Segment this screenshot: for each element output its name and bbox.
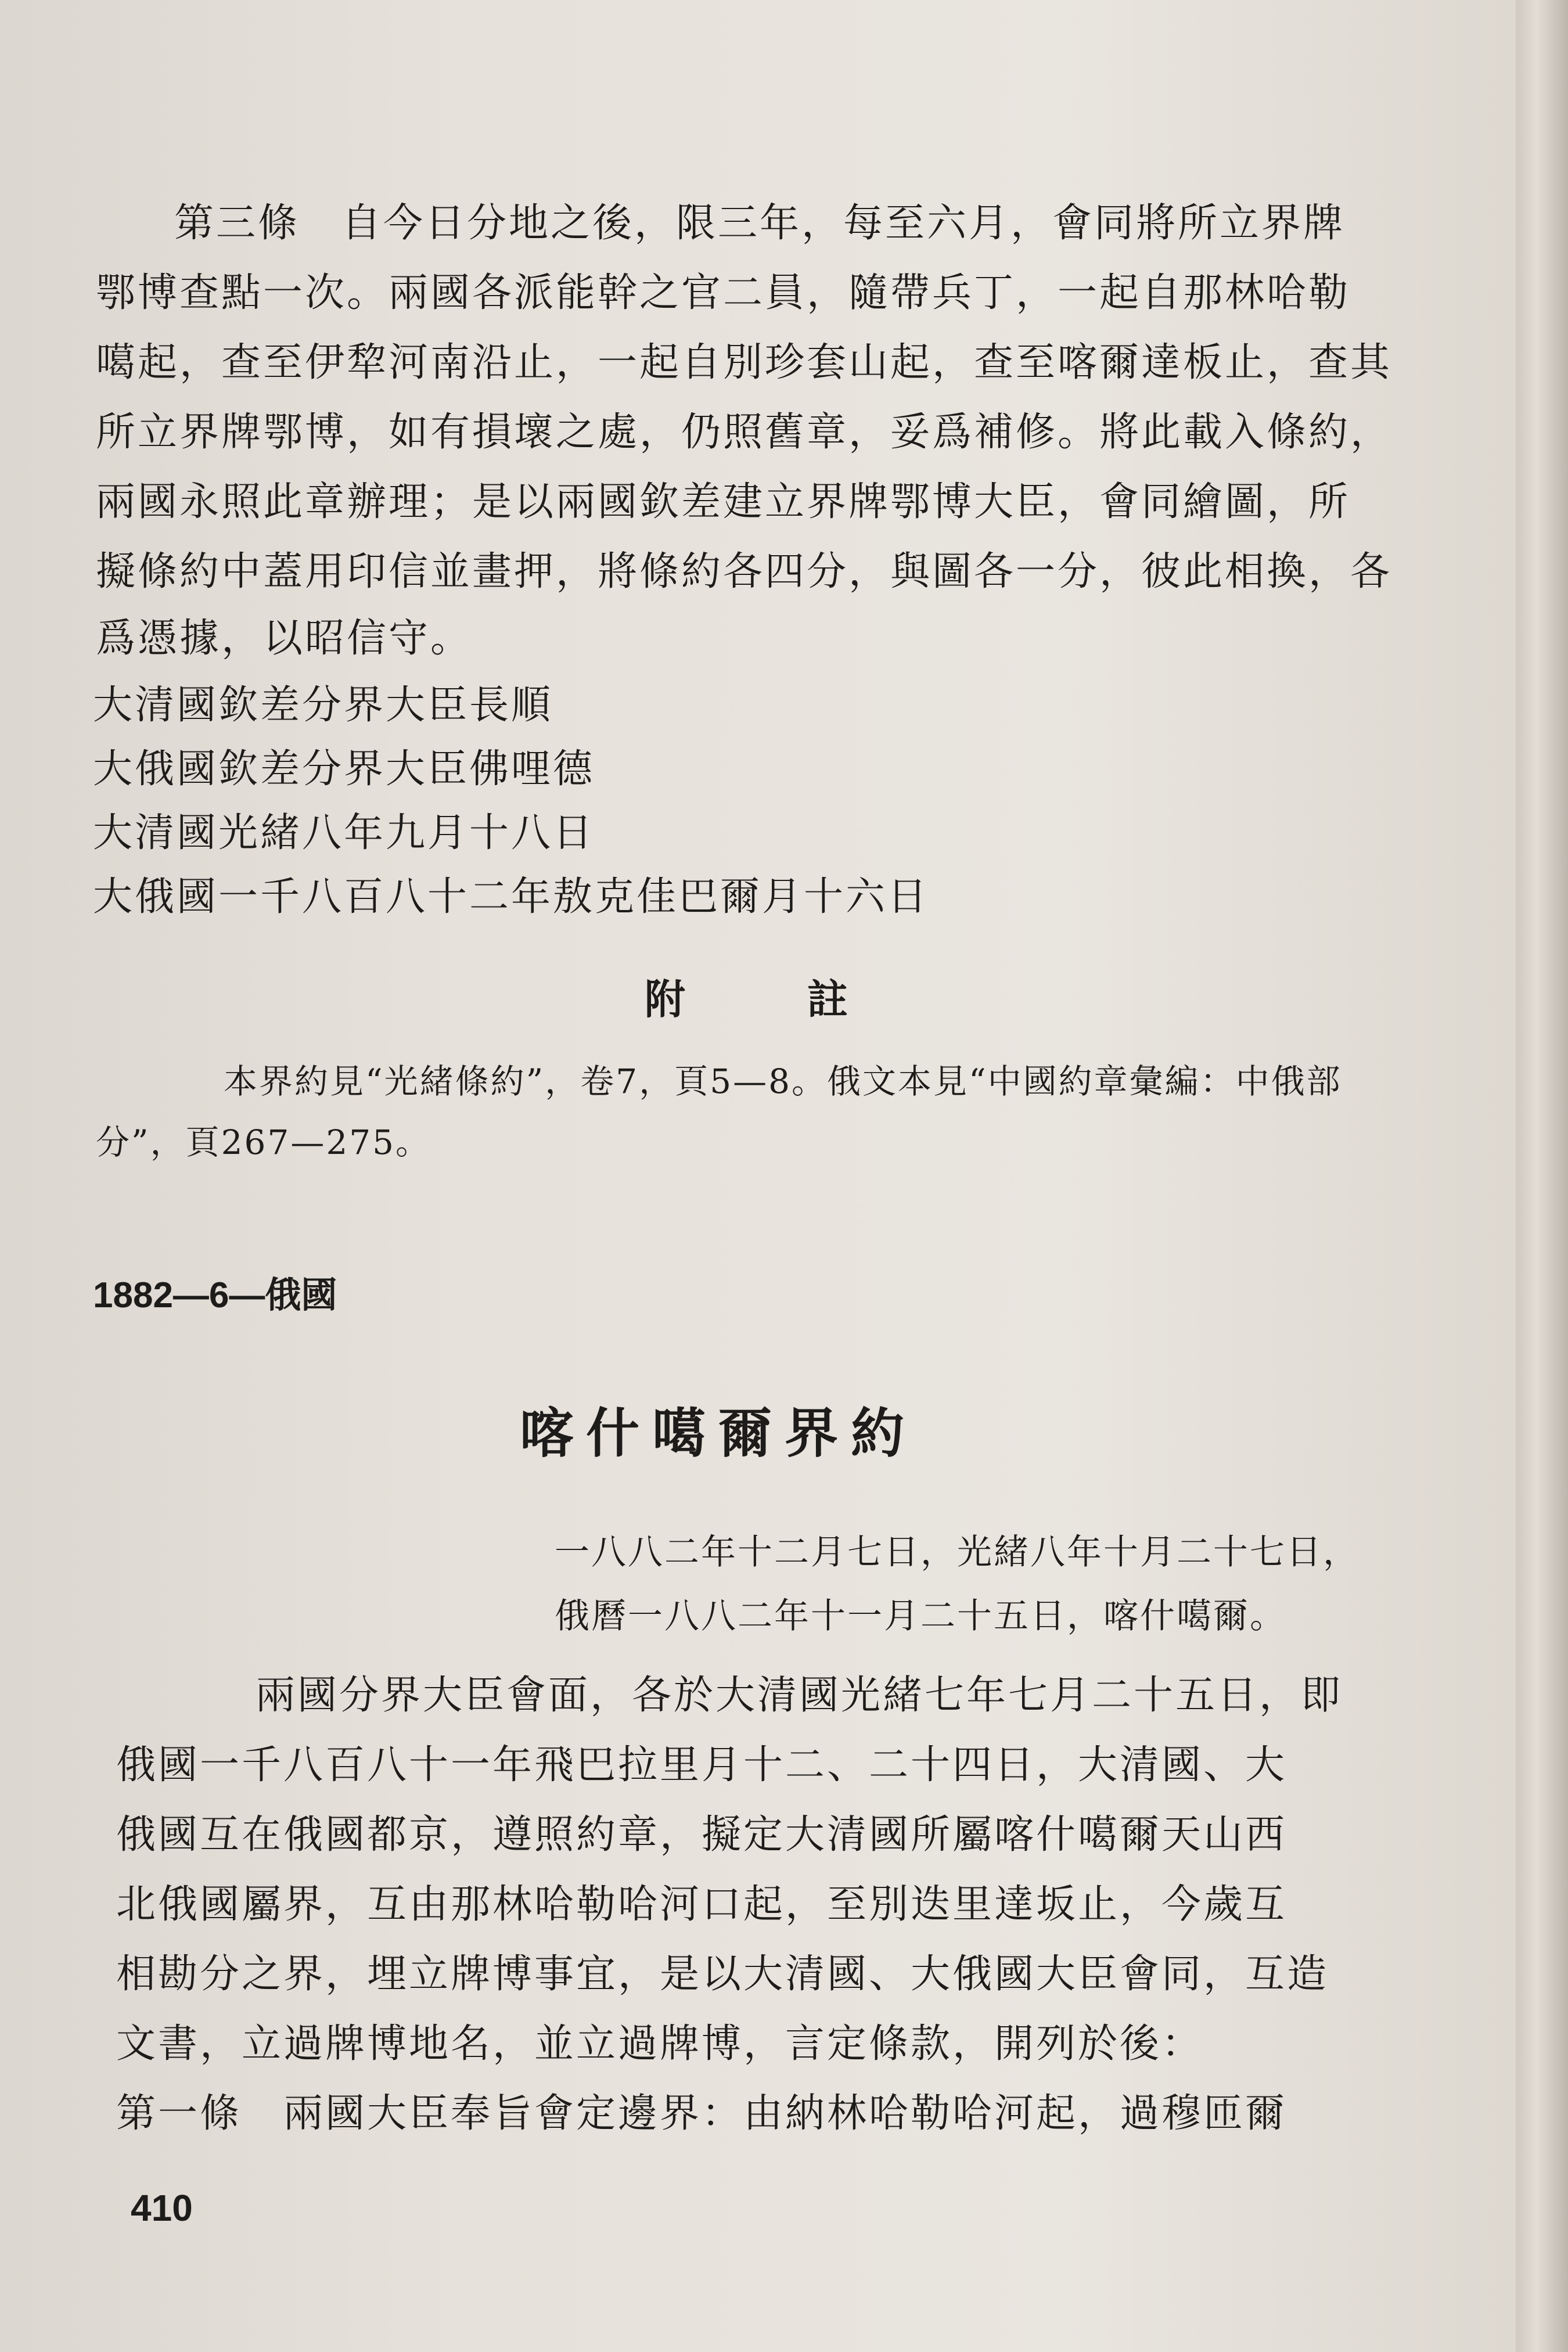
text-line: 爲憑據，以昭信守。: [96, 616, 473, 661]
signature-line: 大俄國欽差分界大臣佛哩德: [93, 746, 595, 792]
text-line: 所立界牌鄂博，如有損壞之處，仍照舊章，妥爲補修。將此載入條約，: [96, 409, 1393, 455]
text-line: 擬條約中蓋用印信並畫押，將條約各四分，與圖各一分，彼此相換，各: [96, 549, 1393, 595]
date-line: 一八八二年十二月七日，光緒八年十月二十七日，: [555, 1532, 1360, 1573]
signature-line: 大清國光緒八年九月十八日: [93, 810, 595, 856]
treaty-title: 喀什噶爾界約: [520, 1402, 918, 1465]
text-line: 第一條 兩國大臣奉旨會定邊界：由納林哈勒哈河起，過穆匝爾: [116, 2091, 1288, 2137]
text-line: 北俄國屬界，互由那林哈勒哈河口起，至別迭里達坂止，今歲互: [116, 1882, 1288, 1927]
text-line: 俄國一千八百八十一年飛巴拉里月十二、二十四日，大清國、大: [116, 1742, 1288, 1788]
text-line: 噶起，查至伊犂河南沿止，一起自別珍套山起，查至喀爾達板止，查其: [96, 340, 1393, 386]
date-line: 俄曆一八八二年十一月二十五日，喀什噶爾。: [555, 1596, 1286, 1637]
signature-line: 大俄國一千八百八十二年敖克佳巴爾月十六日: [93, 874, 930, 920]
text-line: 第三條 自今日分地之後，限三年，每至六月，會同將所立界牌: [174, 200, 1346, 246]
signature-line: 大清國欽差分界大臣長順: [93, 682, 553, 728]
page-edge: [1516, 0, 1568, 2352]
footnote-line: 本界約見“光緒條約”，卷7，頁5—8。俄文本見“中國約章彙編：中俄部: [224, 1062, 1342, 1101]
footnote-heading: 附註: [645, 975, 970, 1023]
footnote-line: 分”，頁267—275。: [96, 1123, 431, 1162]
text-line: 俄國互在俄國都京，遵照約章，擬定大清國所屬喀什噶爾天山西: [116, 1812, 1288, 1858]
section-identifier: 1882—6—俄國: [93, 1275, 337, 1315]
page-number: 410: [131, 2187, 193, 2229]
text-line: 鄂博查點一次。兩國各派能幹之官二員，隨帶兵丁，一起自那林哈勒: [96, 270, 1351, 316]
text-line: 相勘分之界，埋立牌博事宜，是以大清國、大俄國大臣會同，互造: [116, 1951, 1329, 1997]
text-line: 文書，立過牌博地名，並立過牌博，言定條款，開列於後：: [116, 2021, 1204, 2067]
text-line: 兩國永照此章辦理；是以兩國欽差建立界牌鄂博大臣，會同繪圖，所: [96, 479, 1351, 525]
text-line: 兩國分界大臣會面，各於大清國光緒七年七月二十五日，即: [256, 1673, 1343, 1718]
